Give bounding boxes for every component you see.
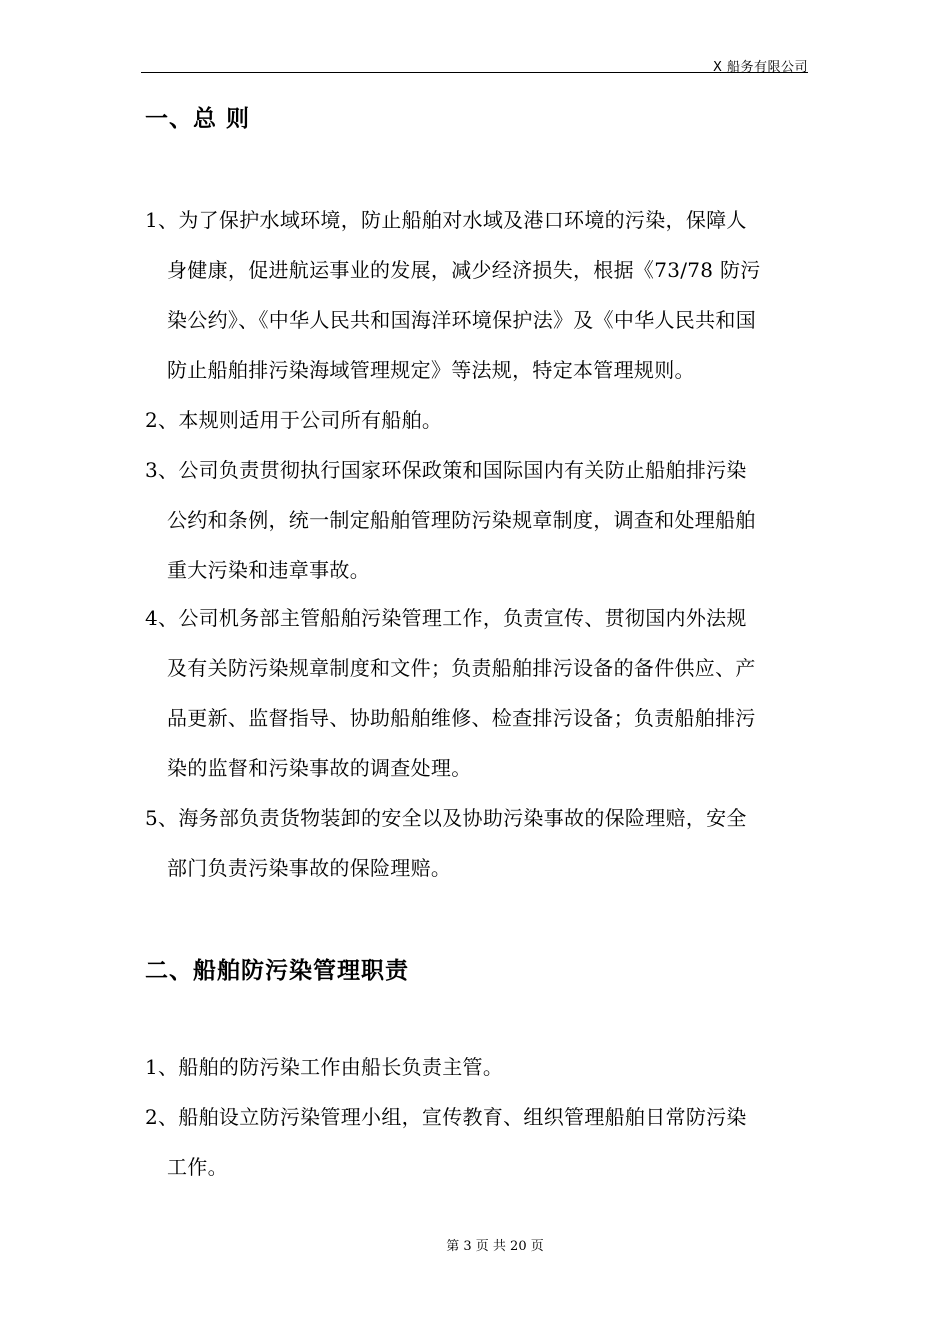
paragraph-line: 3、公司负责贯彻执行国家环保政策和国际国内有关防止船舶排污染: [145, 458, 747, 482]
header-company-name: X 船务有限公司: [712, 60, 808, 75]
paragraph-line: 5、海务部负责货物装卸的安全以及协助污染事故的保险理赔，安全: [145, 806, 747, 830]
header-divider: [141, 72, 808, 73]
section-2-item-2: [145, 1092, 817, 1192]
paragraph-line: 4、公司机务部主管船舶污染管理工作，负责宣传、贯彻国内外法规: [145, 606, 747, 630]
paragraph-line: 品更新、监督指导、协助船舶维修、检查排污设备；负责船舶排污: [167, 706, 756, 730]
paragraph-line: 公约和条例，统一制定船舶管理防污染规章制度，调查和处理船舶: [167, 508, 756, 532]
paragraph-line: 重大污染和违章事故。: [167, 558, 370, 582]
section-1-item-2: [145, 395, 817, 445]
paragraph-line: 及有关防污染规章制度和文件；负责船舶排污设备的备件供应、产: [167, 656, 756, 680]
paragraph-line: 染公约》、《中华人民共和国海洋环境保护法》及《中华人民共和国: [167, 308, 756, 332]
paragraph-line: 1、为了保护水域环境，防止船舶对水域及港口环境的污染，保障人: [145, 208, 747, 232]
section-1-item-4: [145, 593, 817, 793]
paragraph-line: 1、船舶的防污染工作由船长负责主管。: [145, 1055, 504, 1079]
section-1-item-3: [145, 445, 817, 595]
section-1-item-1: [145, 195, 817, 395]
section-heading-responsibilities: 二、船舶防污染管理职责: [145, 958, 409, 984]
paragraph-line: 部门负责污染事故的保险理赔。: [167, 856, 452, 880]
section-2-item-1: [145, 1042, 817, 1092]
paragraph-line: 身健康，促进航运事业的发展，减少经济损失，根据《73/78 防污: [167, 258, 761, 282]
paragraph-line: 工作。: [167, 1155, 228, 1179]
paragraph-line: 2、船舶设立防污染管理小组，宣传教育、组织管理船舶日常防污染: [145, 1105, 747, 1129]
section-heading-general: 一、总 则: [145, 106, 251, 132]
paragraph-line: 防止船舶排污染海域管理规定》等法规，特定本管理规则。: [167, 358, 695, 382]
page-number: 第 3 页 共 20 页: [446, 1239, 544, 1254]
section-1-item-5: [145, 793, 817, 893]
paragraph-line: 染的监督和污染事故的调查处理。: [167, 756, 472, 780]
paragraph-line: 2、本规则适用于公司所有船舶。: [145, 408, 443, 432]
